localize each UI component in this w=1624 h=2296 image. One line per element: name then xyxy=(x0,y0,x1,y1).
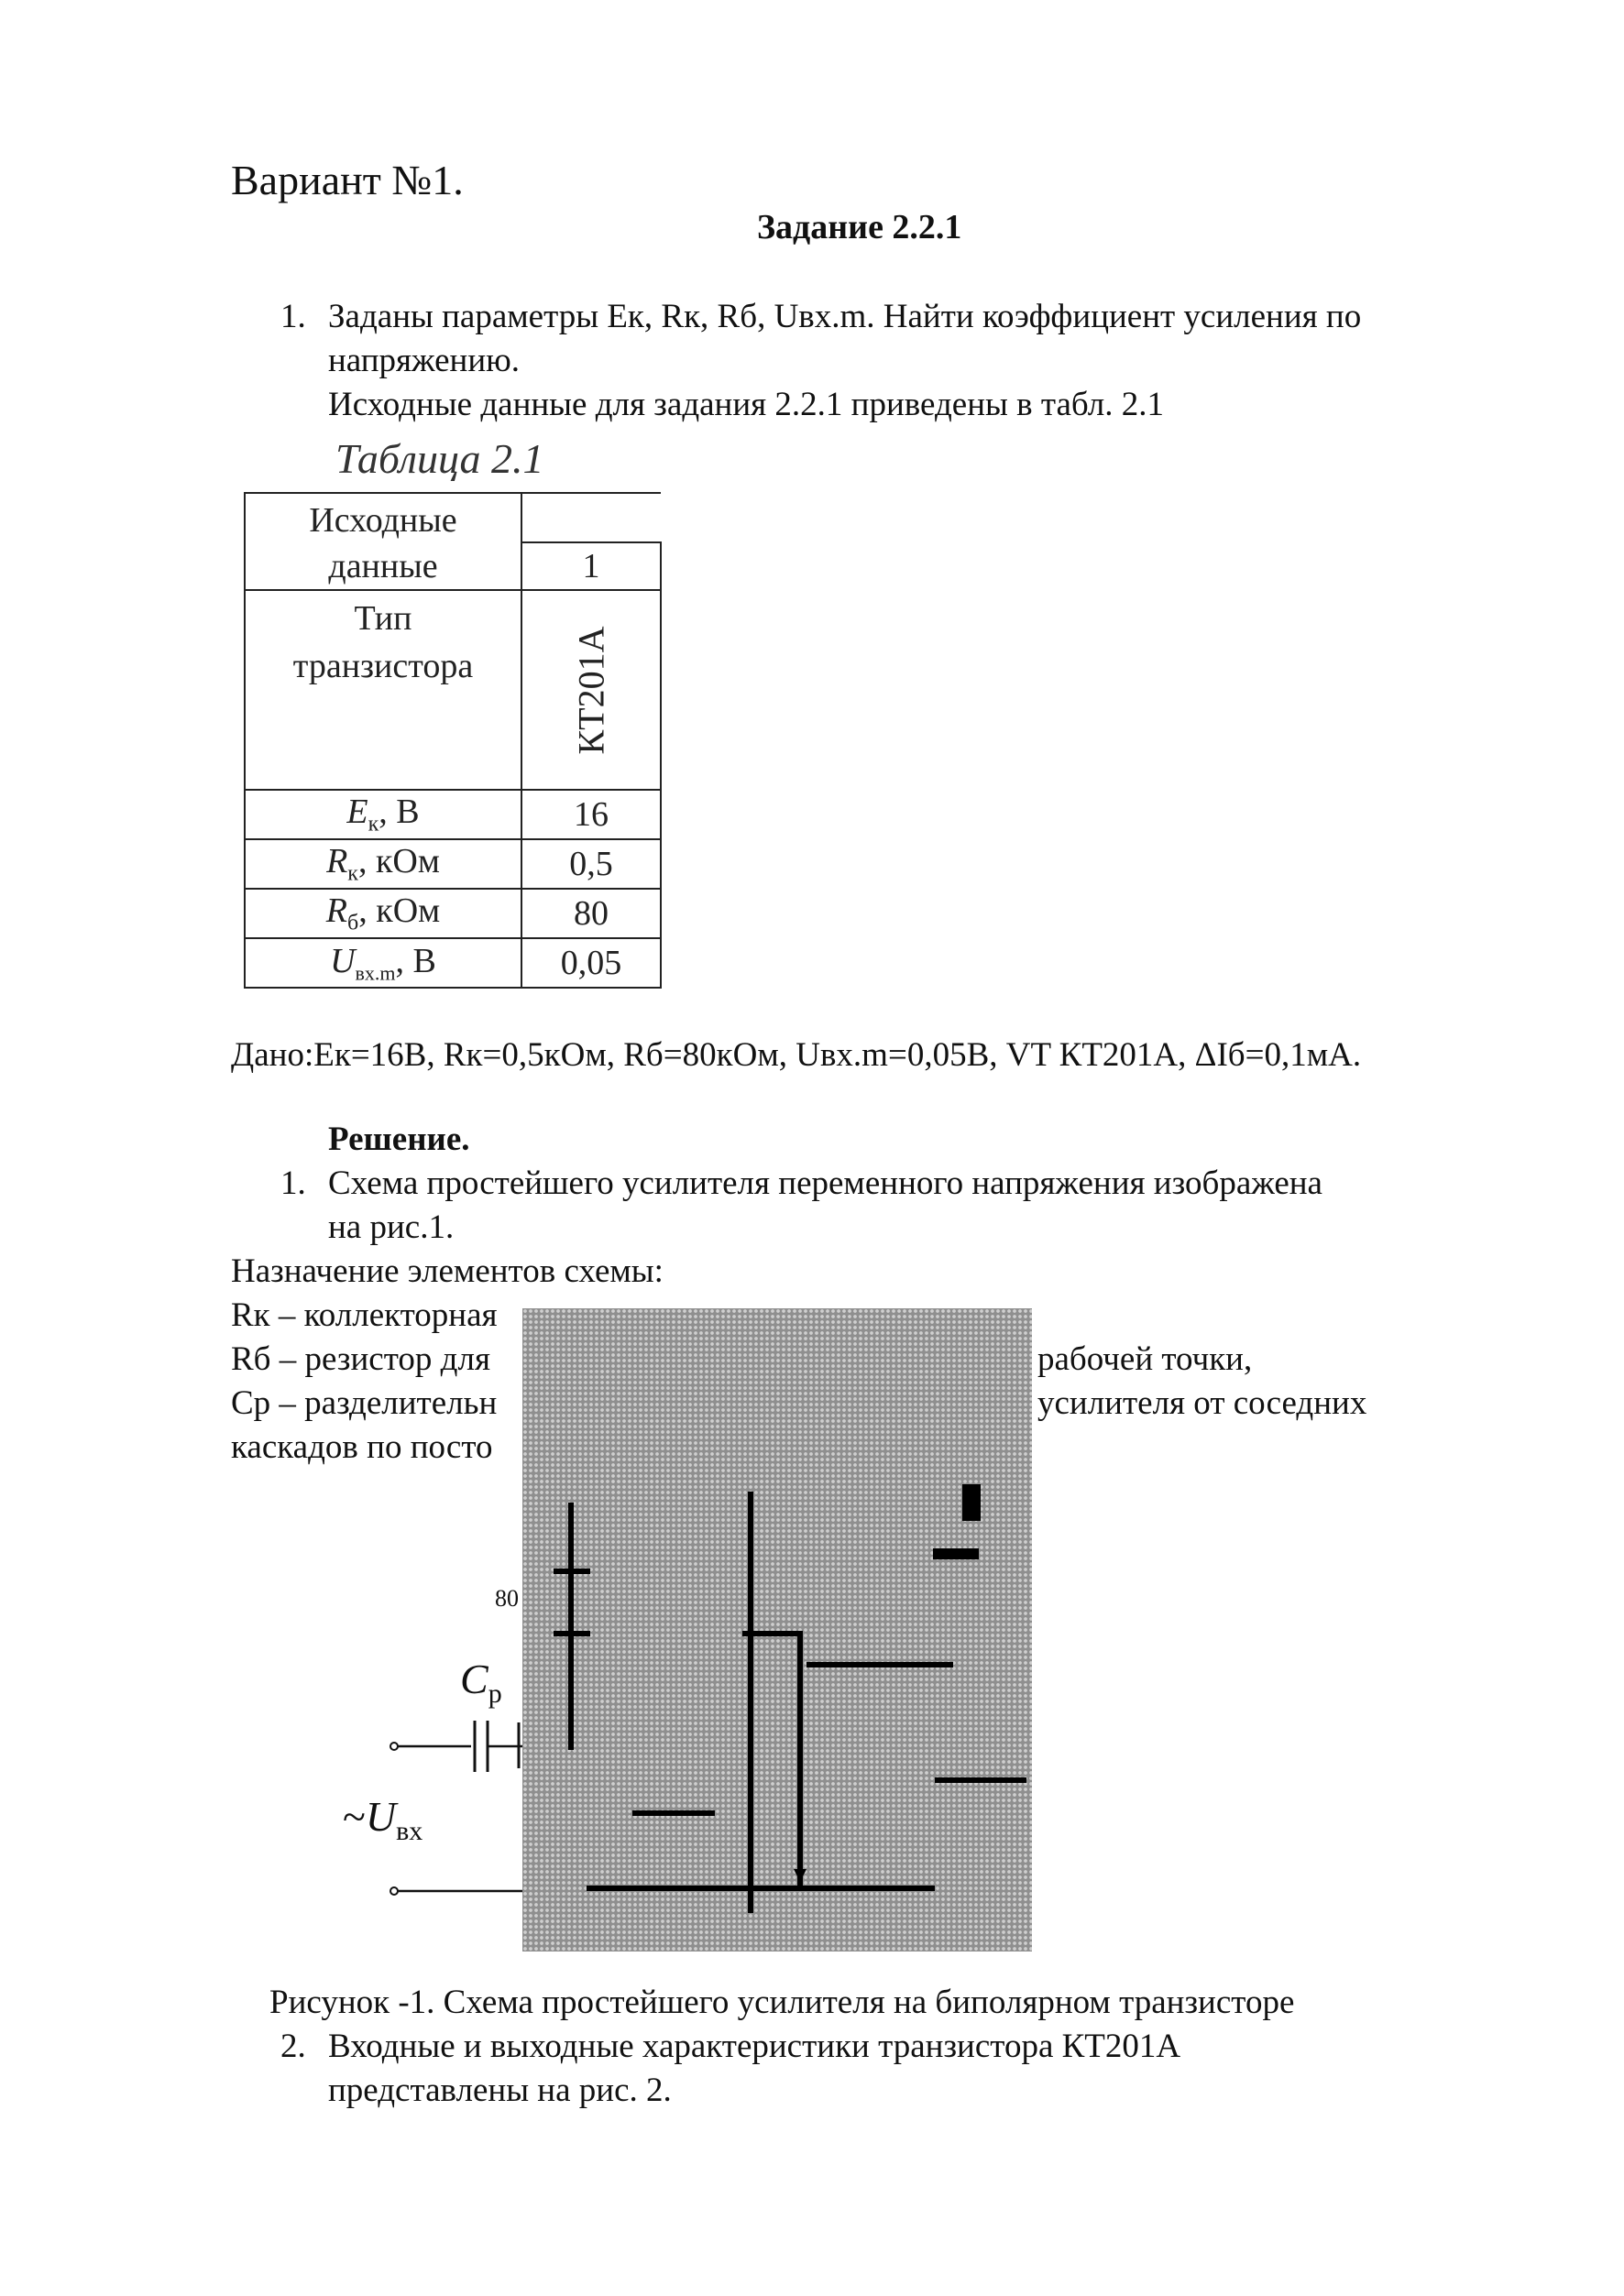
task-item-line-2: напряжению. xyxy=(328,342,521,379)
item2-line-1: Входные и выходные характеристики транзистора КТ201А xyxy=(328,2028,1181,2065)
trace-junction xyxy=(742,1631,797,1636)
table-row-value: 0,5 xyxy=(521,839,661,889)
figure-caption: Рисунок -1. Схема простейшего усилителя на биполярном транзисторе xyxy=(269,1984,1295,2021)
trace-supply-symbol xyxy=(962,1484,981,1521)
trace-emitter-line xyxy=(797,1631,803,1887)
table-row-value: 16 xyxy=(521,790,661,839)
solution-title: Решение. xyxy=(328,1121,470,1158)
purpose-title: Назначение элементов схемы: xyxy=(231,1252,664,1290)
capacitor-label: $C_р$ xyxy=(460,1656,502,1710)
trace-collector-line xyxy=(748,1492,753,1913)
trace-emitter-wire xyxy=(632,1810,715,1816)
input-voltage-label: $\sim U_{вх}$ xyxy=(343,1793,423,1847)
item2-number: 2. xyxy=(280,2028,306,2065)
table-header-col: 1 xyxy=(521,542,661,590)
cp-description-start: Ср – разделительн xyxy=(231,1384,498,1422)
trace-resistor-bottom xyxy=(554,1631,590,1636)
input-terminal-bottom xyxy=(390,1887,398,1895)
table-row-label: $R_б$, кОм xyxy=(245,889,521,938)
table-row-label: $U_{вх.m}$, В xyxy=(245,938,521,988)
table-row-value: КТ201А xyxy=(521,590,661,790)
table-row-label: $R_к$, кОм xyxy=(245,839,521,889)
table-row-label: $E_к$, В xyxy=(245,790,521,839)
table-header-label: Исходные данные xyxy=(245,493,521,590)
table-row-label: Тип транзистора xyxy=(245,590,521,790)
table-row-value: 80 xyxy=(521,889,661,938)
ground-arrow-icon xyxy=(794,1869,807,1882)
resistor-value-label: 80 xyxy=(495,1585,519,1612)
rb-description-start: Rб – резистор для xyxy=(231,1340,490,1378)
cp-description-end: усилителя от соседних xyxy=(1037,1384,1367,1422)
trace-resistor-top xyxy=(554,1569,590,1574)
trace-base-line xyxy=(568,1503,574,1750)
table-caption: Таблица 2.1 xyxy=(335,435,544,482)
task-item-line-1: Заданы параметры Ек, Rк, Rб, Uвх.m. Найти коэффициент усиления по xyxy=(328,298,1362,335)
rk-description: Rк – коллекторная xyxy=(231,1296,498,1334)
task-title: Задание 2.2.1 xyxy=(757,208,962,246)
task-item-number: 1. xyxy=(280,298,306,335)
solution-item-number: 1. xyxy=(280,1164,306,1202)
trace-output-wire xyxy=(807,1662,953,1667)
variant-title: Вариант №1. xyxy=(231,157,464,203)
input-terminal-top xyxy=(390,1743,398,1750)
cascade-description: каскадов по посто xyxy=(231,1428,493,1466)
solution-line-2: на рис.1. xyxy=(328,1208,455,1246)
solution-line-1: Схема простейшего усилителя переменного напряжения изображена xyxy=(328,1164,1322,1202)
task-item-line-3: Исходные данные для задания 2.2.1 приведены в табл. 2.1 xyxy=(328,386,1165,423)
trace-output-terminal xyxy=(935,1777,1026,1783)
circuit-traces xyxy=(554,1484,1026,1913)
table-row-value: 0,05 xyxy=(521,938,661,988)
trace-ground-wire xyxy=(587,1886,935,1891)
item2-line-2: представлены на рис. 2. xyxy=(328,2072,672,2109)
rb-description-end: рабочей точки, xyxy=(1037,1340,1253,1378)
trace-supply-label xyxy=(933,1548,979,1559)
given-line: Дано:Ек=16В, Rк=0,5кОм, Rб=80кОм, Uвх.m=0,05В, VT КТ201А, ΔIб=0,1мА. xyxy=(231,1036,1362,1074)
